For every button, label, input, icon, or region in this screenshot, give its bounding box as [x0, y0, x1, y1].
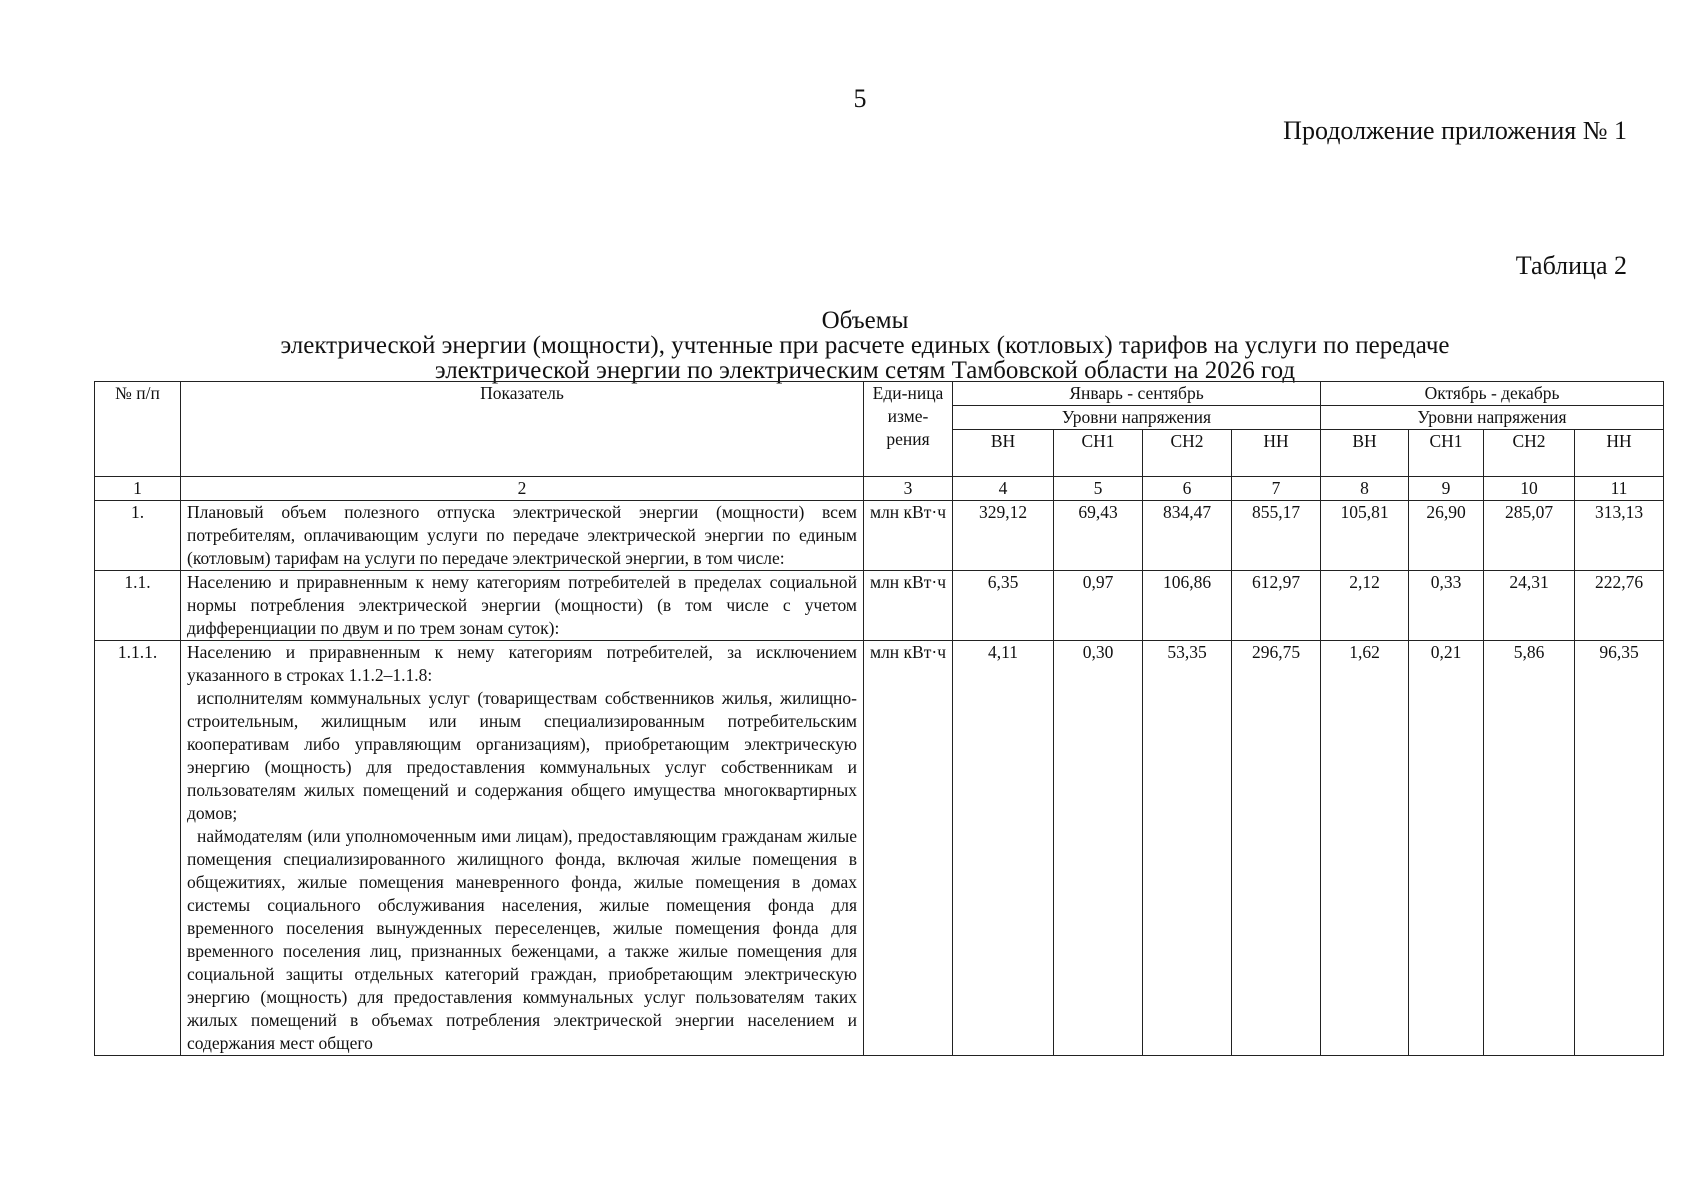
value-cell: 96,35 [1575, 641, 1664, 1056]
row-unit: млн кВт·ч [864, 501, 953, 571]
table-row [95, 571, 1664, 641]
column-number: 10 [1484, 477, 1575, 501]
table-row [95, 501, 1664, 571]
value-cell: 5,86 [1484, 641, 1575, 1056]
header-period-1: Январь - сентябрь [953, 382, 1321, 406]
header-level: СН1 [1054, 430, 1143, 477]
column-number: 9 [1409, 477, 1484, 501]
column-number: 8 [1321, 477, 1409, 501]
appendix-caption: Продолжение приложения № 1 [1283, 116, 1627, 145]
header-levels-2: Уровни напряжения [1321, 406, 1664, 430]
table-label: Таблица 2 [1515, 251, 1627, 280]
value-cell: 105,81 [1321, 501, 1409, 571]
value-cell: 0,21 [1409, 641, 1484, 1056]
row-indicator-paragraph: наймодателям (или уполномоченным ими лицам), предоставляющим гражданам жилые помещения специализированного жилищного фонда, включая жилые помещения в общежитиях, жилые помещения маневренного фонда, жилые помещения в домах системы социального обслуживания населения, жилые помещения фонда для временного поселения вынужденных переселенцев, жилые помещения фонда для временного поселения лиц, признанных беженцами, а также жилые помещения для социальной защиты отдельных категорий граждан, приобретающим электрическую энергию (мощность) для предоставления коммунальных услуг пользователям таких жилых помещений в объемах потребления электрической энергии населением и содержания мест общего [187, 826, 857, 1053]
value-cell: 2,12 [1321, 571, 1409, 641]
column-number: 5 [1054, 477, 1143, 501]
value-cell: 0,33 [1409, 571, 1484, 641]
table-row [95, 641, 1664, 1056]
header-level: ВН [953, 430, 1054, 477]
header-level: НН [1575, 430, 1664, 477]
header-period-2: Октябрь - декабрь [1321, 382, 1664, 406]
row-indicator-paragraph: исполнителям коммунальных услуг (товариществам собственников жилья, жилищно-строительным, жилищным или иным специализированным потребительским кооперативам либо управляющим организациям), приобретающим электрическую энергию (мощность) для предоставления коммунальных услуг собственникам и пользователям жилых помещений и содержания общего имущества многоквартирных домов; [187, 688, 857, 823]
header-row-1 [95, 382, 1664, 406]
value-cell: 4,11 [953, 641, 1054, 1056]
value-cell: 24,31 [1484, 571, 1575, 641]
title-line-3: электрической энергии по электрическим сетям Тамбовской области на 2026 год [434, 357, 1296, 384]
row-num: 1.1.1. [95, 641, 181, 1056]
column-number: 6 [1143, 477, 1232, 501]
value-cell: 1,62 [1321, 641, 1409, 1056]
header-level: НН [1232, 430, 1321, 477]
header-levels-1: Уровни напряжения [953, 406, 1321, 430]
title-line-1: Объемы [821, 307, 909, 334]
page-number: 5 [853, 84, 867, 113]
header-indicator: Показатель [181, 382, 864, 477]
value-cell: 285,07 [1484, 501, 1575, 571]
row-indicator: Плановый объем полезного отпуска электрической энергии (мощности) всем потребителям, оплачивающим услуги по передаче электрической энергии по единым (котловым) тарифам на услуги по передаче электрической энергии, в том числе: [181, 501, 864, 571]
value-cell: 0,97 [1054, 571, 1143, 641]
value-cell: 69,43 [1054, 501, 1143, 571]
column-number: 4 [953, 477, 1054, 501]
value-cell: 53,35 [1143, 641, 1232, 1056]
column-number: 2 [181, 477, 864, 501]
value-cell: 106,86 [1143, 571, 1232, 641]
title-line-2: электрической энергии (мощности), учтенные при расчете единых (котловых) тарифов на услуги по передаче [280, 332, 1450, 359]
row-num: 1. [95, 501, 181, 571]
column-number: 7 [1232, 477, 1321, 501]
value-cell: 26,90 [1409, 501, 1484, 571]
header-unit: Еди-ница изме-рения [864, 382, 953, 477]
row-num: 1.1. [95, 571, 181, 641]
value-cell: 222,76 [1575, 571, 1664, 641]
column-number: 1 [95, 477, 181, 501]
value-cell: 855,17 [1232, 501, 1321, 571]
value-cell: 296,75 [1232, 641, 1321, 1056]
row-unit: млн кВт·ч [864, 641, 953, 1056]
header-level: ВН [1321, 430, 1409, 477]
row-indicator-paragraph: Населению и приравненным к нему категориям потребителей, за исключением указанного в строках 1.1.2–1.1.8: [187, 642, 857, 685]
column-number: 3 [864, 477, 953, 501]
row-unit: млн кВт·ч [864, 571, 953, 641]
value-cell: 612,97 [1232, 571, 1321, 641]
column-number: 11 [1575, 477, 1664, 501]
value-cell: 313,13 [1575, 501, 1664, 571]
header-level: СН1 [1409, 430, 1484, 477]
row-indicator: Населению и приравненным к нему категориям потребителей в пределах социальной нормы потребления электрической энергии (мощности) (в том числе с учетом дифференциации по двум и по трем зонам суток): [181, 571, 864, 641]
volumes-table [94, 381, 1664, 1056]
header-level: СН2 [1484, 430, 1575, 477]
value-cell: 0,30 [1054, 641, 1143, 1056]
value-cell: 329,12 [953, 501, 1054, 571]
header-level: СН2 [1143, 430, 1232, 477]
value-cell: 6,35 [953, 571, 1054, 641]
header-num: № п/п [95, 382, 181, 477]
table-title [170, 308, 1560, 383]
row-indicator [181, 641, 864, 1056]
value-cell: 834,47 [1143, 501, 1232, 571]
column-numbers-row [95, 477, 1664, 501]
